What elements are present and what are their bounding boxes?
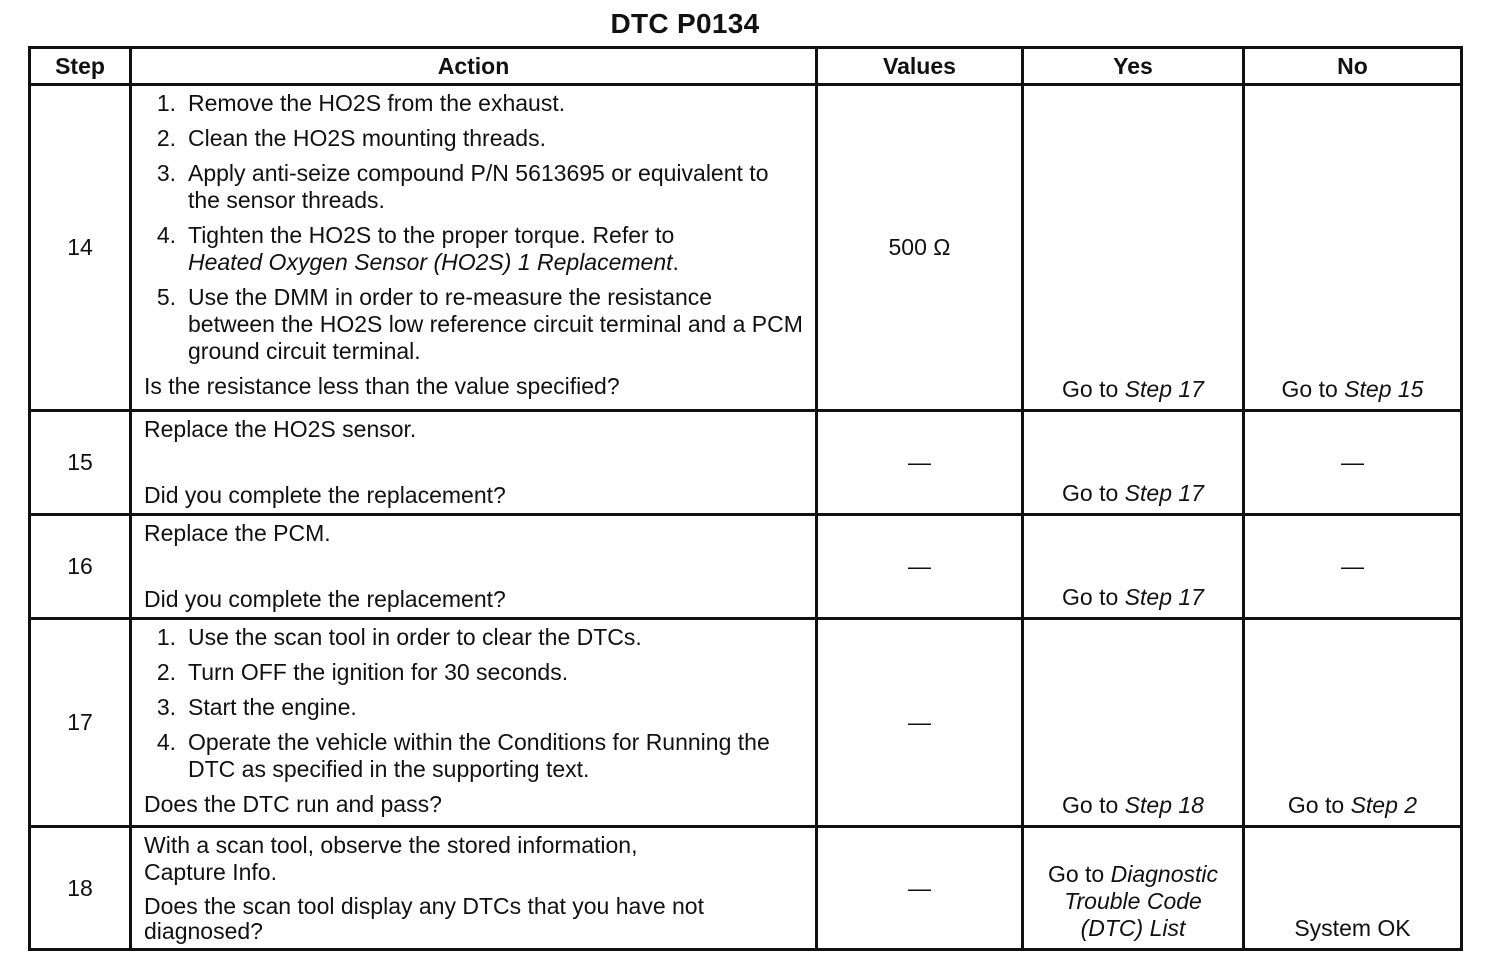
action-cell bbox=[131, 619, 817, 827]
header-step: Step bbox=[30, 48, 131, 85]
yes-step-link[interactable]: Step 18 bbox=[1124, 792, 1204, 818]
question-text: Did you complete the replacement? bbox=[144, 586, 506, 612]
table-row bbox=[30, 619, 1462, 827]
instruction-text: With a scan tool, observe the stored information, Capture Info. bbox=[144, 832, 638, 885]
action-cell bbox=[131, 411, 817, 515]
action-cell bbox=[131, 827, 817, 950]
list-item: 1. Use the scan tool in order to clear the DTCs. bbox=[156, 624, 642, 650]
no-cell: Go to Step 2 bbox=[1244, 619, 1462, 827]
step-number: 16 bbox=[30, 515, 131, 619]
instruction-text: Replace the PCM. bbox=[144, 520, 331, 546]
diagnostic-table bbox=[28, 46, 1463, 951]
value-cell: — bbox=[817, 515, 1023, 619]
step-number: 18 bbox=[30, 827, 131, 950]
question-text: Does the scan tool display any DTCs that you have not diagnosed? bbox=[144, 893, 704, 944]
list-item: 1. Remove the HO2S from the exhaust. bbox=[156, 90, 566, 116]
no-cell: — bbox=[1244, 515, 1462, 619]
list-item: 2. Turn OFF the ignition for 30 seconds. bbox=[156, 659, 569, 685]
list-item: 4. Tighten the HO2S to the proper torque. Refer to Heated Oxygen Sensor (HO2S) 1 Replacement. bbox=[156, 222, 679, 275]
header-no: No bbox=[1244, 48, 1462, 85]
yes-cell: Go to Step 17 bbox=[1023, 411, 1244, 515]
action-cell bbox=[131, 515, 817, 619]
page-title: DTC P0134 bbox=[610, 8, 760, 39]
question-text: Does the DTC run and pass? bbox=[144, 791, 442, 817]
list-item: 3. Apply anti-seize compound P/N 5613695 or equivalent to the sensor threads. bbox=[156, 160, 769, 213]
value-cell: — bbox=[817, 411, 1023, 515]
list-item: 4. Operate the vehicle within the Conditions for Running the DTC as specified in the supporting text. bbox=[156, 729, 770, 782]
yes-step-link[interactable]: Step 17 bbox=[1124, 480, 1204, 506]
reference-link[interactable]: Heated Oxygen Sensor (HO2S) 1 Replacement bbox=[188, 249, 673, 275]
yes-step-link[interactable]: Step 17 bbox=[1124, 584, 1204, 610]
table-row bbox=[30, 515, 1462, 619]
list-item: 3. Start the engine. bbox=[156, 694, 357, 720]
list-item: 2. Clean the HO2S mounting threads. bbox=[156, 125, 546, 151]
yes-step-link[interactable]: Diagnostic Trouble Code (DTC) List bbox=[1064, 861, 1219, 941]
step-number: 17 bbox=[30, 619, 131, 827]
no-cell: Go to Step 15 bbox=[1244, 85, 1462, 411]
table-row bbox=[30, 827, 1462, 950]
list-item: 5. Use the DMM in order to re-measure the resistance between the HO2S low reference circuit terminal and a PCM ground circuit terminal. bbox=[156, 284, 803, 364]
yes-cell: Go to Step 17 bbox=[1023, 515, 1244, 619]
header-values: Values bbox=[817, 48, 1023, 85]
value-cell: — bbox=[817, 619, 1023, 827]
table-row bbox=[30, 411, 1462, 515]
no-cell: — bbox=[1244, 411, 1462, 515]
step-number: 14 bbox=[30, 85, 131, 411]
question-text: Is the resistance less than the value specified? bbox=[144, 373, 620, 399]
instruction-text: Replace the HO2S sensor. bbox=[144, 416, 417, 442]
yes-cell: Go to Step 18 bbox=[1023, 619, 1244, 827]
yes-step-link[interactable]: Step 17 bbox=[1124, 376, 1204, 402]
no-cell: System OK bbox=[1244, 827, 1462, 950]
action-steps-list bbox=[144, 624, 805, 783]
value-cell: 500 Ω bbox=[817, 85, 1023, 411]
no-step-link[interactable]: Step 2 bbox=[1350, 792, 1418, 818]
header-yes: Yes bbox=[1023, 48, 1244, 85]
header-action: Action bbox=[131, 48, 817, 85]
value-cell: — bbox=[817, 827, 1023, 950]
question-text: Did you complete the replacement? bbox=[144, 482, 506, 508]
action-steps-list bbox=[144, 90, 805, 365]
yes-cell: Go to Diagnostic Trouble Code (DTC) List bbox=[1023, 827, 1244, 950]
no-step-link[interactable]: Step 15 bbox=[1344, 376, 1424, 402]
header-row bbox=[30, 48, 1462, 85]
step-number: 15 bbox=[30, 411, 131, 515]
action-cell bbox=[131, 85, 817, 411]
yes-cell: Go to Step 17 bbox=[1023, 85, 1244, 411]
table-row bbox=[30, 85, 1462, 411]
